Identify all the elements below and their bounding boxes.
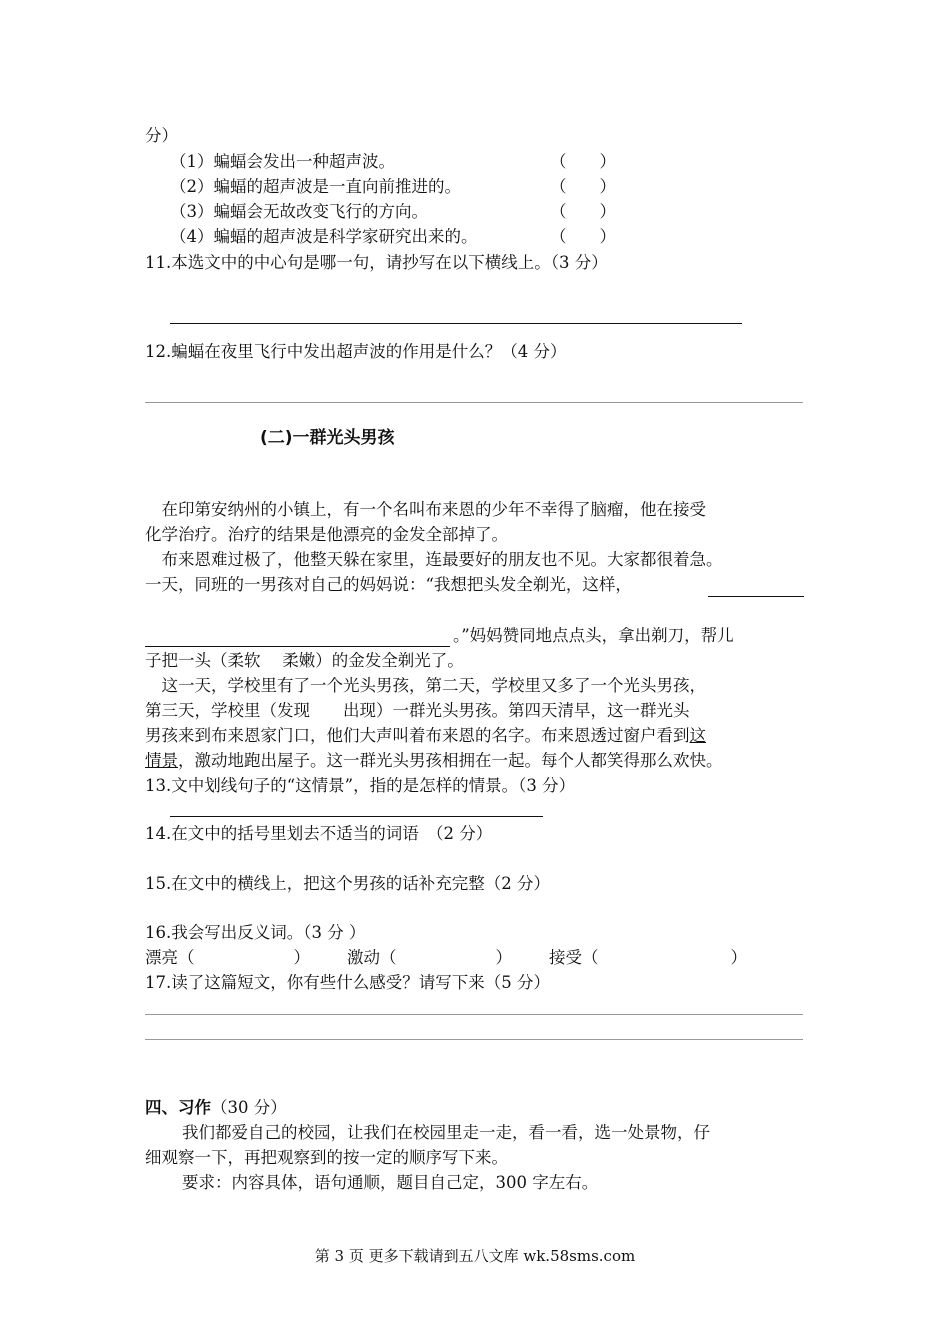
antonym-2[interactable]: 激动（ ） xyxy=(347,948,512,967)
passage-line-8: 第三天，学校里（发现 出现）一群光头男孩。第四天清早，这一群光头 xyxy=(145,701,690,720)
passage-line-1: 在印第安纳州的小镇上，有一个名叫布来恩的少年不幸得了脑瘤，他在接受 xyxy=(145,500,706,519)
q11-answer-line[interactable] xyxy=(170,323,742,324)
question-11: 11.本选文中的中心句是哪一句，请抄写在以下横线上。（3 分） xyxy=(145,253,608,272)
fill-blank-line-a[interactable] xyxy=(708,596,804,597)
composition-line-2: 细观察一下，再把观察到的按一定的顺序写下来。 xyxy=(145,1148,508,1167)
passage-line-5: 。”妈妈赞同地点点头，拿出剃刀，帮儿 xyxy=(453,626,734,645)
underlined-phrase-end: 情景 xyxy=(145,751,178,770)
antonym-1[interactable]: 漂亮（ ） xyxy=(145,948,310,967)
passage-line-2: 化学治疗。治疗的结果是他漂亮的金发全部掉了。 xyxy=(145,525,508,544)
passage-line-3: 布来恩难过极了，他整天躲在家里，连最要好的朋友也不见。大家都很着急。 xyxy=(145,550,723,569)
page-footer: 第 3 页 更多下载请到五八文库 wk.58sms.com xyxy=(314,1247,636,1265)
question-15: 15.在文中的横线上，把这个男孩的话补充完整（2 分） xyxy=(145,874,550,893)
antonym-3[interactable]: 接受（ ） xyxy=(549,948,747,967)
question-14: 14.在文中的括号里划去不适当的词语 （2 分） xyxy=(145,824,493,843)
passage-line-7: 这一天，学校里有了一个光头男孩，第二天，学校里又多了一个光头男孩， xyxy=(145,676,706,695)
passage-line-10-text: ，激动地跑出屋子。这一群光头男孩相拥在一起。每个人都笑得那么欢快。 xyxy=(178,751,723,770)
passage-line-10 xyxy=(145,749,723,773)
judgement-2: （2）蝙蝠的超声波是一直向前推进的。 xyxy=(170,177,461,196)
underlined-phrase-start: 这 xyxy=(689,726,706,745)
passage-title: (二)一群光头男孩 xyxy=(260,428,395,448)
composition-heading: 四、习作 xyxy=(145,1098,211,1117)
passage-line-9-text: 男孩来到布来恩家门口，他们大声叫着布来恩的名字。布来恩透过窗户看到 xyxy=(145,726,690,745)
question-12: 12.蝙蝠在夜里飞行中发出超声波的作用是什么？（4 分） xyxy=(145,342,567,361)
judgement-1-answer[interactable]: （ ） xyxy=(550,152,616,171)
q12-answer-line[interactable] xyxy=(145,402,803,403)
fill-blank-line-b[interactable] xyxy=(145,646,450,647)
judgement-3: （3）蝙蝠会无故改变飞行的方向。 xyxy=(170,202,428,221)
question-17: 17.读了这篇短文，你有些什么感受？请写下来（5 分） xyxy=(145,973,550,992)
judgement-1: （1）蝙蝠会发出一种超声波。 xyxy=(170,152,395,171)
q17-answer-line-2[interactable] xyxy=(145,1039,803,1040)
judgement-3-answer[interactable]: （ ） xyxy=(550,202,616,221)
composition-score: （30 分） xyxy=(211,1098,287,1117)
composition-line-1: 我们都爱自己的校园，让我们在校园里走一走，看一看，选一处景物，仔 xyxy=(182,1123,710,1142)
composition-header xyxy=(145,1096,287,1120)
passage-line-9 xyxy=(145,724,706,748)
q13-answer-line[interactable] xyxy=(170,816,543,817)
question-13: 13.文中划线句子的“这情景”，指的是怎样的情景。（3 分） xyxy=(145,776,576,795)
carry-over-text: 分） xyxy=(145,126,178,145)
composition-requirements: 要求：内容具体，语句通顺，题目自己定，300 字左右。 xyxy=(182,1173,599,1192)
judgement-4-answer[interactable]: （ ） xyxy=(550,227,616,246)
judgement-4: （4）蝙蝠的超声波是科学家研究出来的。 xyxy=(170,227,478,246)
question-16: 16.我会写出反义词。（3 分 ） xyxy=(145,923,366,942)
passage-line-4: 一天，同班的一男孩对自己的妈妈说：“我想把头发全剃光，这样， xyxy=(145,575,632,594)
q17-answer-line-1[interactable] xyxy=(145,1014,803,1015)
passage-line-6: 子把一头（柔软 柔嫩）的金发全剃光了。 xyxy=(145,651,464,670)
judgement-2-answer[interactable]: （ ） xyxy=(550,177,616,196)
